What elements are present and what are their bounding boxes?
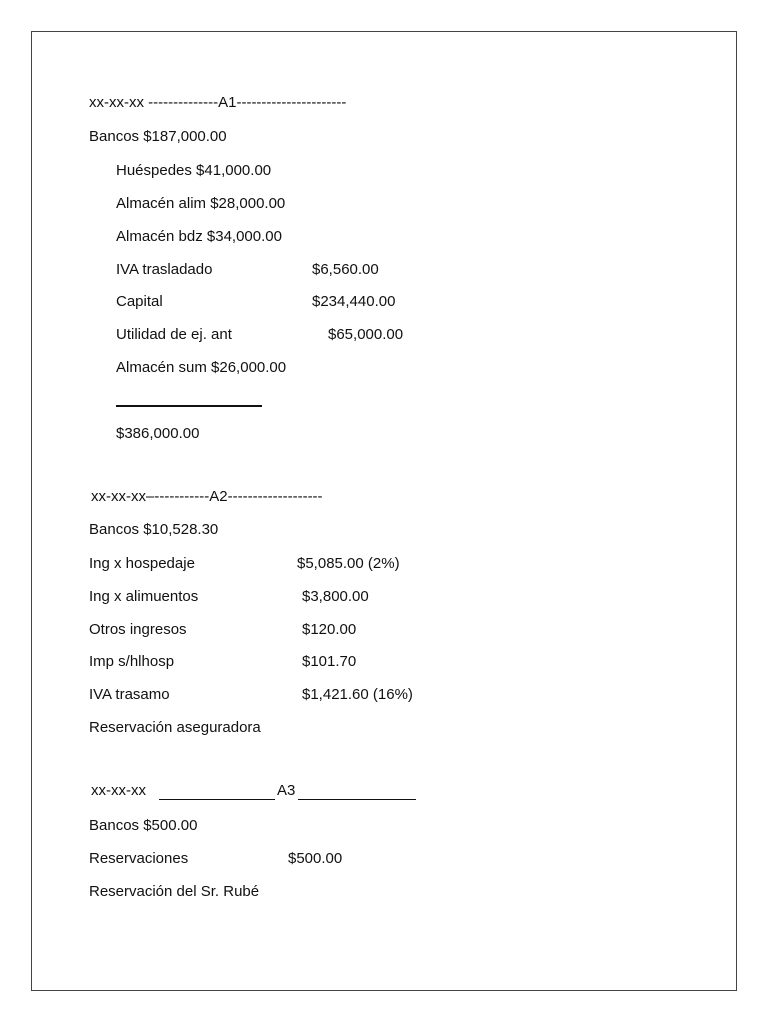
entry-a1-row-label: Almacén bdz $34,000.00 [116, 228, 282, 245]
entry-a1-row-label: Utilidad de ej. ant [116, 326, 232, 343]
entry-a1-row-label: Capital [116, 293, 163, 310]
entry-a2-row-amount: $5,085.00 (2%) [297, 555, 400, 572]
entry-a3-header-rule-left [159, 799, 275, 800]
entry-a3-header-rule-right [298, 799, 416, 800]
entry-a2-header [91, 488, 323, 506]
entry-a3-debit: Bancos $500.00 [89, 817, 198, 834]
entry-a1-row-amount: $65,000.00 [328, 326, 404, 343]
entry-a1-total-rule [116, 405, 262, 407]
entry-a3-row-amount: $500.00 [288, 850, 343, 867]
entry-a2-note: Reservación aseguradora [89, 719, 261, 736]
entry-a2-row-amount: $3,800.00 [302, 588, 369, 605]
entry-a2-row-amount: $1,421.60 (16%) [302, 686, 413, 703]
entry-a2-debit: Bancos $10,528.30 [89, 521, 219, 538]
entry-a2-row-label: Ing x alimuentos [89, 588, 199, 605]
entry-a2-row-label: Imp s/hlhosp [89, 653, 175, 670]
entry-a1-debit: Bancos $187,000.00 [89, 128, 227, 145]
entry-a2-row-amount: $120.00 [302, 621, 357, 638]
entry-a2-row-label: IVA trasamo [89, 686, 170, 703]
entry-a1-row-label: Almacén alim $28,000.00 [116, 195, 286, 212]
entry-a1-total: $386,000.00 [116, 425, 200, 442]
entry-a1-row-amount: $6,560.00 [312, 261, 379, 278]
entry-a2-code: A2 [209, 488, 228, 505]
entry-a2-row-label: Ing x hospedaje [89, 555, 195, 572]
entry-a2-date: xx-xx-xx–----------- [91, 488, 210, 505]
entry-a1-row-amount: $234,440.00 [312, 293, 396, 310]
entry-a1-row-label: Almacén sum $26,000.00 [116, 359, 287, 376]
entry-a2-row-amount: $101.70 [302, 653, 357, 670]
entry-a1-row-label: Huéspedes $41,000.00 [116, 162, 272, 179]
entry-a1-dashes: ---------------------- [236, 94, 347, 111]
entry-a1-row-label: IVA trasladado [116, 261, 213, 278]
entry-a1-code: A1 [218, 94, 237, 111]
entry-a3-code: A3 [277, 782, 296, 799]
entry-a2-row-label: Otros ingresos [89, 621, 187, 638]
entry-a3-date: xx-xx-xx [91, 782, 146, 799]
entry-a1-header [89, 94, 346, 112]
entry-a1-date: xx-xx-xx -------------- [89, 94, 219, 111]
entry-a2-dashes: ------------------- [227, 488, 323, 505]
entry-a3-row-label: Reservaciones [89, 850, 189, 867]
entry-a3-note: Reservación del Sr. Rubé [89, 883, 260, 900]
